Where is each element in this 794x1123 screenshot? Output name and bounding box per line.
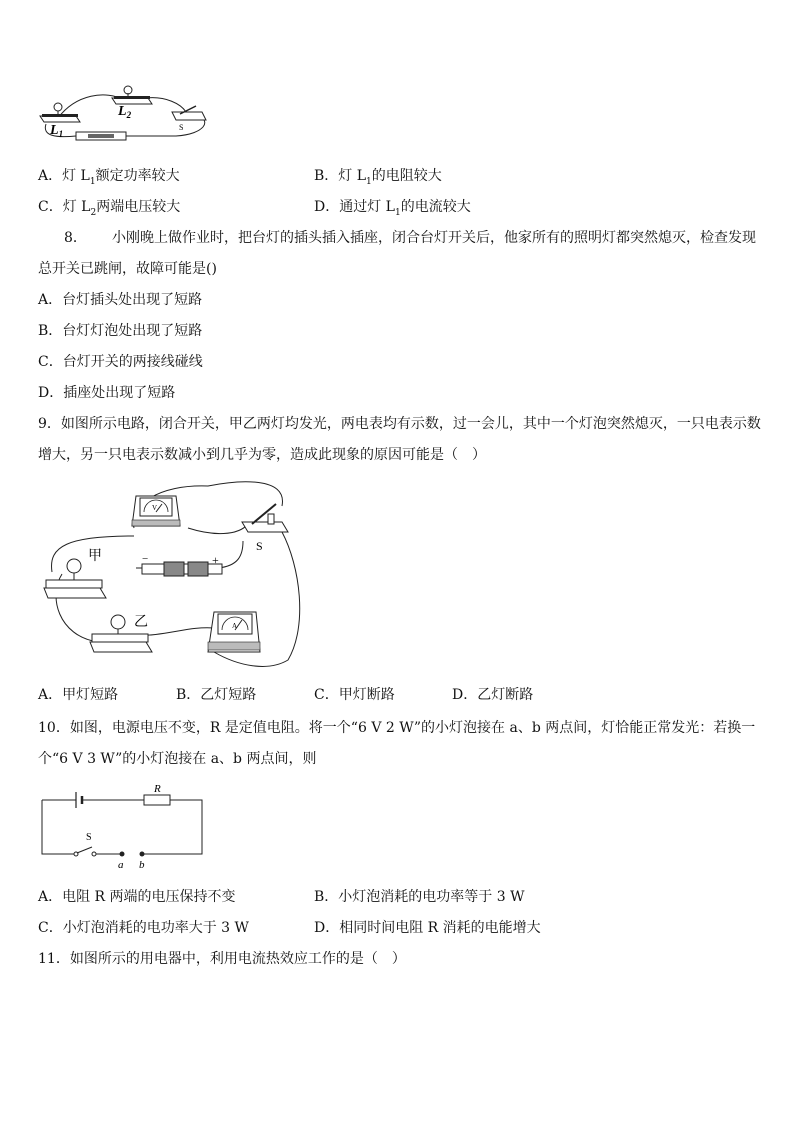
q10-switch-label: S [86,832,92,843]
q10-option-a: A．电阻 R 两端的电压保持不变 [38,889,236,905]
q9-circuit-figure [38,476,308,670]
q8-option-c: C．台灯开关的两接线碰线 [38,354,203,370]
q8-stem-line2: 总开关已跳闸，故障可能是() [38,261,217,277]
q11-stem: 11．如图所示的用电器中，利用电流热效应工作的是（ ） [38,951,406,967]
q7-option-c: C．灯 $L_2$两端电压较大 [38,199,181,218]
q7-label-l1: $L_1$ [50,123,64,139]
q9-option-d: D．乙灯断路 [452,687,534,703]
q7-option-b: B．灯 $L_1$的电阻较大 [314,168,442,187]
q9-stem-line1: 9．如图所示电路，闭合开关，甲乙两灯均发光，两电表均有示数，过一会儿，其中一个灯泡突然熄灭，一只电表示数 [38,416,761,432]
q8-stem-line1: 小刚晚上做作业时，把台灯的插头插入插座，闭合台灯开关后，他家所有的照明灯都突然熄灭，检查发现 [112,230,756,246]
q9-option-b: B．乙灯短路 [176,687,257,703]
q7-label-s: S [179,123,184,132]
q8-number: 8． [64,230,87,246]
q9-stem-line2: 增大，另一只电表示数减小到几乎为零，造成此现象的原因可能是（ ） [38,447,486,463]
q10-option-b: B．小灯泡消耗的电功率等于 3 W [314,889,525,905]
q10-stem-line2: 个“6 V 3 W”的小灯泡接在 a、b 两点间，则 [38,751,317,767]
q9-lamp-jia-label: 甲 [88,549,102,564]
q10-point-b-label: b [139,859,145,871]
q8-option-d: D．插座处出现了短路 [38,385,176,401]
q7-circuit-figure [36,84,216,144]
q8-option-a: A．台灯插头处出现了短路 [38,292,203,308]
q7-option-a: A．灯 $L_1$额定功率较大 [38,168,180,187]
q8-option-b: B．台灯灯泡处出现了短路 [38,323,203,339]
q9-switch-label: S [256,539,263,553]
q9-option-c: C．甲灯断路 [314,687,395,703]
q9-lamp-yi-label: 乙 [134,615,148,630]
q7-label-l2: $L_2$ [118,104,132,120]
q10-circuit-figure [38,784,208,874]
q9-voltmeter-label: V [152,504,158,512]
q10-stem-line1: 10．如图，电源电压不变，R 是定值电阻。将一个“6 V 2 W”的小灯泡接在 a、b 两点间，灯恰能正常发光：若换一 [38,720,756,736]
q10-point-a-label: a [118,859,124,871]
q7-option-d: D．通过灯 $L_1$的电流较大 [314,199,471,218]
q9-battery-minus: − [142,553,149,565]
q9-option-a: A．甲灯短路 [38,687,119,703]
q10-option-c: C．小灯泡消耗的电功率大于 3 W [38,920,249,936]
q10-resistor-label: R [154,784,161,795]
q9-battery-plus: + [212,553,219,567]
q9-ammeter-label: A [232,622,238,630]
q10-option-d: D．相同时间电阻 R 消耗的电能增大 [314,920,541,936]
